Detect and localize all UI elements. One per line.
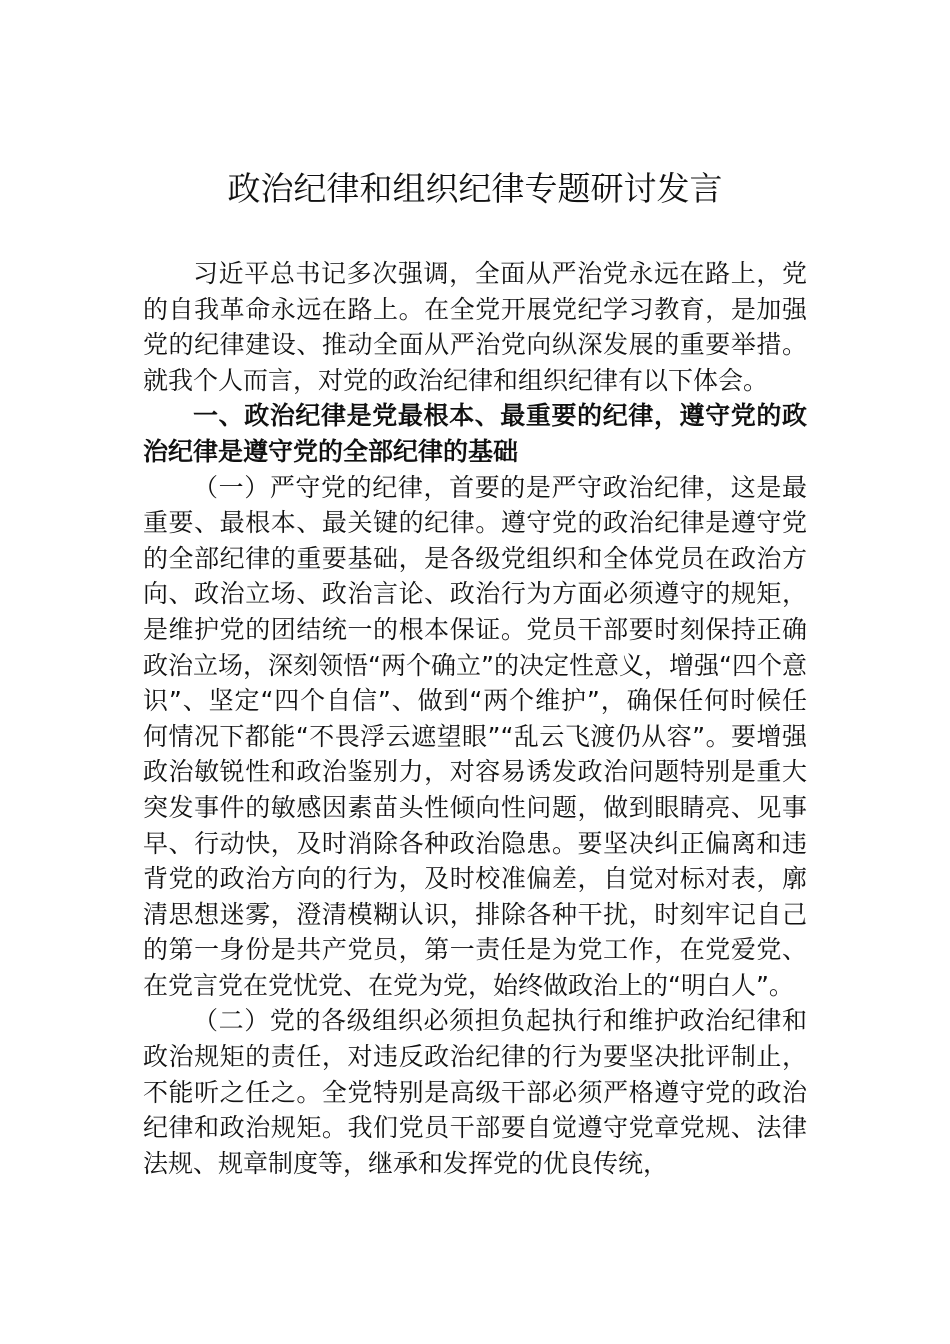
subsection-paragraph-2: （二）党的各级组织必须担负起执行和维护政治纪律和政治规矩的责任，对违反政治纪律的行为要坚决批评制止，不能听之任之。全党特别是高级干部必须严格遵守党的政治纪律和政治规矩。我们党员干部要自觉遵守党章党规、法律法规、规章制度等，继承和发挥党的优良传统，: [143, 1006, 807, 1178]
subsection-paragraph-1: （一）严守党的纪律，首要的是严守政治纪律，这是最重要、最根本、最关键的纪律。遵守党的政治纪律是遵守党的全部纪律的重要基础，是各级党组织和全体党员在政治方向、政治立场、政治言论、政治行为方面必须遵守的规矩，是维护党的团结统一的根本保证。党员干部要时刻保持正确政治立场，深刻领悟“两个确立”的决定性意义，增强“四个意识”、坚定“四个自信”、做到“两个维护”，确保任何时候任何情况下都能“不畏浮云遮望眼”“乱云飞渡仍从容”。要增强政治敏锐性和政治鉴别力，对容易诱发政治问题特别是重大突发事件的敏感因素苗头性倾向性问题，做到眼睛亮、见事早、行动快，及时消除各种政治隐患。要坚决纠正偏离和违背党的政治方向的行为，及时校准偏差，自觉对标对表，廓清思想迷雾，澄清模糊认识，排除各种干扰，时刻牢记自己的第一身份是共产党员，第一责任是为党工作，在党爱党、在党言党在党忧党、在党为党，始终做政治上的“明白人”。: [143, 472, 807, 1000]
section-heading-1: 一、政治纪律是党最根本、最重要的纪律，遵守党的政治纪律是遵守党的全部纪律的基础: [143, 401, 807, 466]
document-body: [143, 256, 807, 1181]
intro-paragraph: 习近平总书记多次强调，全面从严治党永远在路上，党的自我革命永远在路上。在全党开展党纪学习教育，是加强党的纪律建设、推动全面从严治党向纵深发展的重要举措。就我个人而言，对党的政治纪律和组织纪律有以下体会。: [143, 259, 807, 395]
document-title: 政治纪律和组织纪律专题研讨发言: [227, 169, 723, 208]
